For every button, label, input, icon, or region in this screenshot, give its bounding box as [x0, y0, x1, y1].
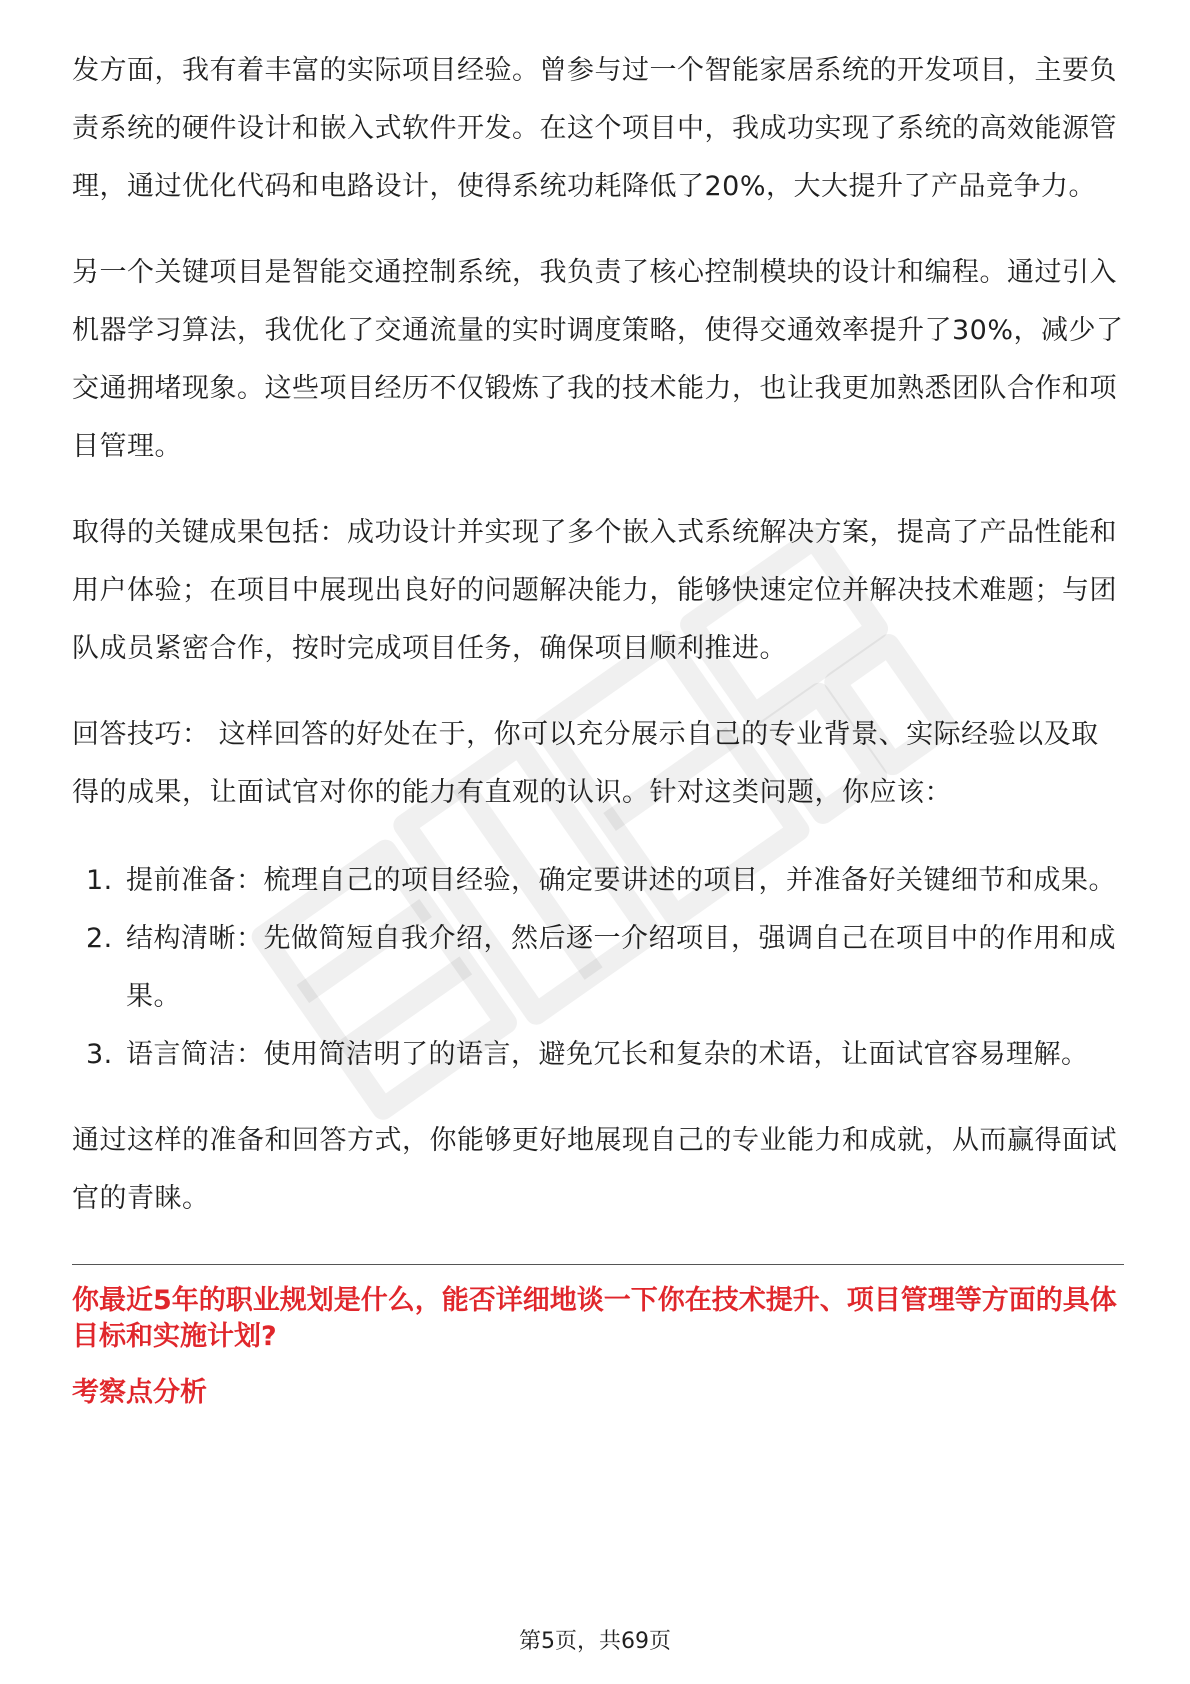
document-page [72, 42, 1124, 1411]
list-number: 2. [86, 923, 113, 954]
paragraph-key-results: 取得的关键成果包括：成功设计并实现了多个嵌入式系统解决方案，提高了产品性能和用户体验；在项目中展现出良好的问题解决能力，能够快速定位并解决技术难题；与团队成员紧密合作，按时完成项目任务，确保项目顺利推进。 [72, 517, 1117, 664]
list-text: 提前准备：梳理自己的项目经验，确定要讲述的项目，并准备好关键细节和成果。 [126, 865, 1116, 896]
paragraph-traffic-project: 另一个关键项目是智能交通控制系统，我负责了核心控制模块的设计和编程。通过引入机器学习算法，我优化了交通流量的实时调度策略，使得交通效率提升了30%，减少了交通拥堵现象。这些项目经历不仅锻炼了我的技术能力，也让我更加熟悉团队合作和项目管理。 [72, 257, 1124, 462]
tips-list [72, 852, 1124, 1084]
list-number: 3. [86, 1039, 113, 1070]
list-text: 结构清晰：先做简短自我介绍，然后逐一介绍项目，强调自己在项目中的作用和成果。 [126, 923, 1116, 1012]
analysis-subheading: 考察点分析 [72, 1377, 207, 1408]
paragraph-project-experience: 发方面，我有着丰富的实际项目经验。曾参与过一个智能家居系统的开发项目，主要负责系统的硬件设计和嵌入式软件开发。在这个项目中，我成功实现了系统的高效能源管理，通过优化代码和电路设计，使得系统功耗降低了20%，大大提升了产品竞争力。 [72, 55, 1117, 202]
list-item [72, 1026, 1124, 1084]
section-divider [72, 1264, 1124, 1265]
question-heading: 你最近5年的职业规划是什么，能否详细地谈一下你在技术提升、项目管理等方面的具体目标和实施计划? [72, 1285, 1117, 1352]
list-number: 1. [86, 865, 113, 896]
list-item [72, 852, 1124, 910]
paragraph-answer-tips: 回答技巧： 这样回答的好处在于，你可以充分展示自己的专业背景、实际经验以及取得的成果，让面试官对你的能力有直观的认识。针对这类问题，你应该： [72, 719, 1099, 808]
paragraph-closing: 通过这样的准备和回答方式，你能够更好地展现自己的专业能力和成就，从而赢得面试官的青睐。 [72, 1125, 1117, 1214]
list-text: 语言简洁：使用简洁明了的语言，避免冗长和复杂的术语，让面试官容易理解。 [126, 1039, 1089, 1070]
list-item [72, 910, 1124, 1026]
page-footer: 第5页，共69页 [519, 1629, 671, 1654]
